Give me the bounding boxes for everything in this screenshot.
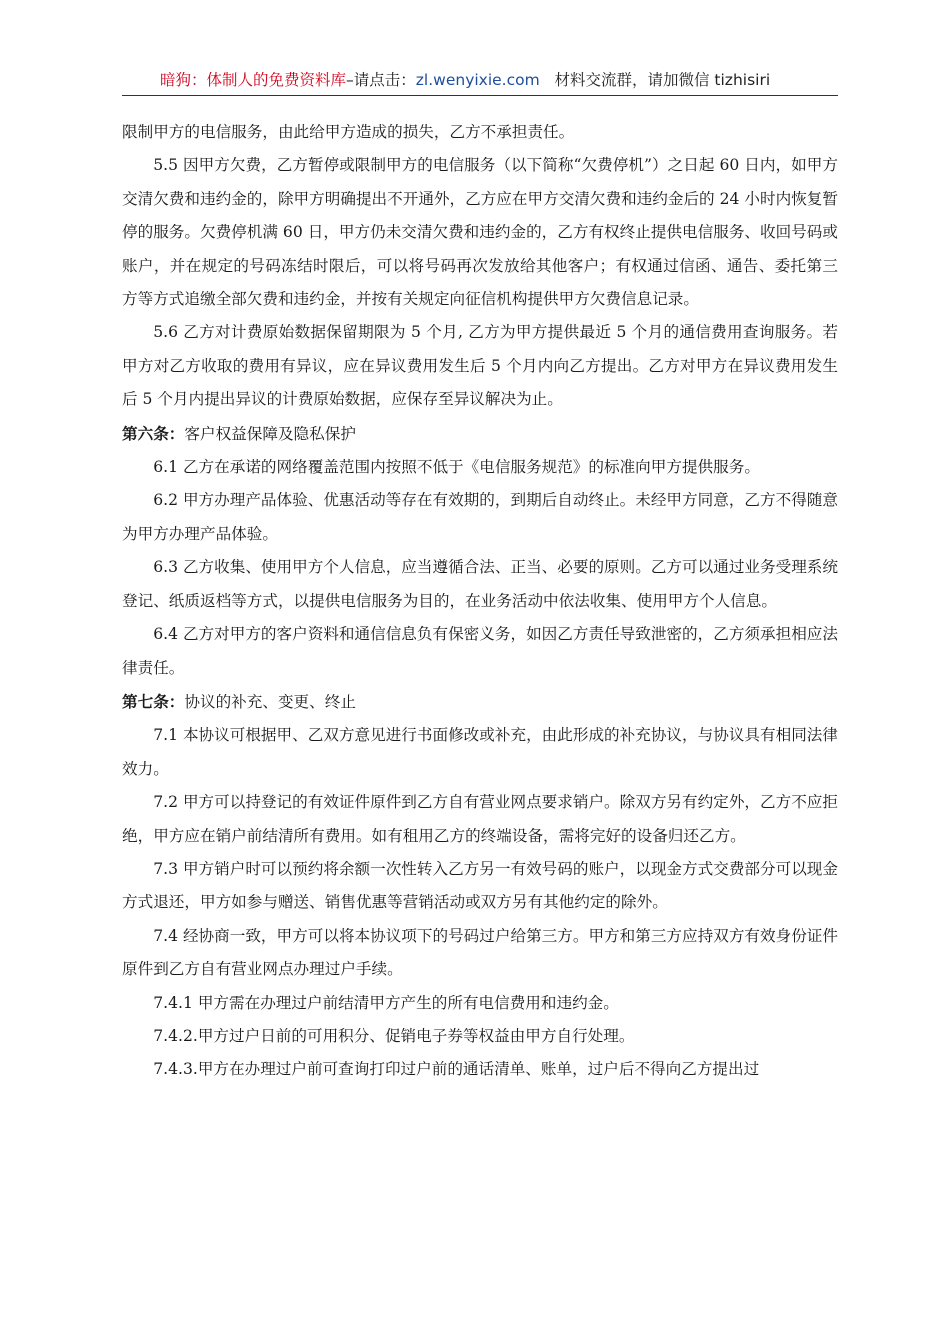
- section-label-7: 第七条：: [122, 691, 185, 711]
- paragraph-6-3: 6.3 乙方收集、使用甲方个人信息，应当遵循合法、正当、必要的原则。乙方可以通过业务受理系统登记、纸质返档等方式，以提供电信服务为目的，在业务活动中依法收集、使用甲方个人信息。: [122, 558, 838, 610]
- document-body: [122, 116, 838, 1087]
- header-url-link[interactable]: zl.wenyixie.com: [415, 71, 540, 89]
- paragraph-7-1: 7.1 本协议可根据甲、乙双方意见进行书面修改或补充，由此形成的补充协议，与协议具有相同法律效力。: [122, 726, 838, 778]
- header-site-name: 暗狗：体制人的免费资料库: [160, 71, 347, 89]
- paragraph-5-6: 5.6 乙方对计费原始数据保留期限为 5 个月, 乙方为甲方提供最近 5 个月的通信费用查询服务。若甲方对乙方收取的费用有异议，应在异议费用发生后 5 个月内向乙方提出。乙方对甲方在异议费用发生后 5 个月内提出异议的计费原始数据，应保存至异议解决为止。: [122, 323, 838, 409]
- paragraph-6-1: 6.1 乙方在承诺的网络覆盖范围内按照不低于《电信服务规范》的标准向甲方提供服务。: [153, 458, 760, 477]
- section-label-6: 第六条：: [122, 423, 185, 443]
- section-heading-7: [122, 685, 838, 719]
- section-heading-6: [122, 417, 838, 451]
- paragraph-7-4-2: 7.4.2.甲方过户日前的可用积分、促销电子券等权益由甲方自行处理。: [153, 1026, 635, 1045]
- header-wechat-label: 材料交流群，请加微信 tizhisiri: [554, 71, 771, 89]
- section-title-7: 协议的补充、变更、终止: [184, 692, 356, 711]
- paragraph-7-4-1: 7.4.1 甲方需在办理过户前结清甲方产生的所有电信费用和违约金。: [153, 993, 619, 1012]
- page-header: [122, 68, 838, 92]
- paragraph-7-3: 7.3 甲方销户时可以预约将余额一次性转入乙方另一有效号码的账户，以现金方式交费部分可以现金方式退还，甲方如参与赠送、销售优惠等营销活动或双方另有其他约定的除外。: [122, 859, 838, 912]
- paragraph: 限制甲方的电信服务，由此给甲方造成的损失，乙方不承担责任。: [122, 123, 575, 141]
- paragraph-7-4: 7.4 经协商一致，甲方可以将本协议项下的号码过户给第三方。甲方和第三方应持双方有效身份证件原件到乙方自有营业网点办理过户手续。: [122, 926, 838, 979]
- paragraph-7-2: 7.2 甲方可以持登记的有效证件原件到乙方自有营业网点要求销户。除双方另有约定外，乙方不应拒绝，甲方应在销户前结清所有费用。如有租用乙方的终端设备，需将完好的设备归还乙方。: [122, 793, 838, 845]
- paragraph-5-5: 5.5 因甲方欠费，乙方暂停或限制甲方的电信服务（以下简称“欠费停机”）之日起 60 日内，如甲方交清欠费和违约金的，除甲方明确提出不开通外，乙方应在甲方交清欠费和违约金后的 24 小时内恢复暂停的服务。欠费停机满 60 日，甲方仍未交清欠费和违约金的，乙方有权终止提供电信服务、收回号码或账户，并在规定的号码冻结时限后，可以将号码再次发放给其他客户；有权通过信函、通告、委托第三方等方式追缴全部欠费和违约金，并按有关规定向征信机构提供甲方欠费信息记录。: [122, 156, 838, 309]
- header-divider: [122, 95, 838, 96]
- paragraph-7-4-3: 7.4.3.甲方在办理过户前可查询打印过户前的通话清单、账单，过户后不得向乙方提出过: [153, 1060, 760, 1079]
- paragraph-6-4: 6.4 乙方对甲方的客户资料和通信信息负有保密义务，如因乙方责任导致泄密的，乙方须承担相应法律责任。: [122, 625, 838, 677]
- section-title-6: 客户权益保障及隐私保护: [184, 424, 356, 443]
- header-click-prompt: –请点击：: [346, 71, 416, 89]
- paragraph-6-2: 6.2 甲方办理产品体验、优惠活动等存在有效期的，到期后自动终止。未经甲方同意，乙方不得随意为甲方办理产品体验。: [122, 491, 838, 543]
- header-wechat-text: [540, 71, 770, 89]
